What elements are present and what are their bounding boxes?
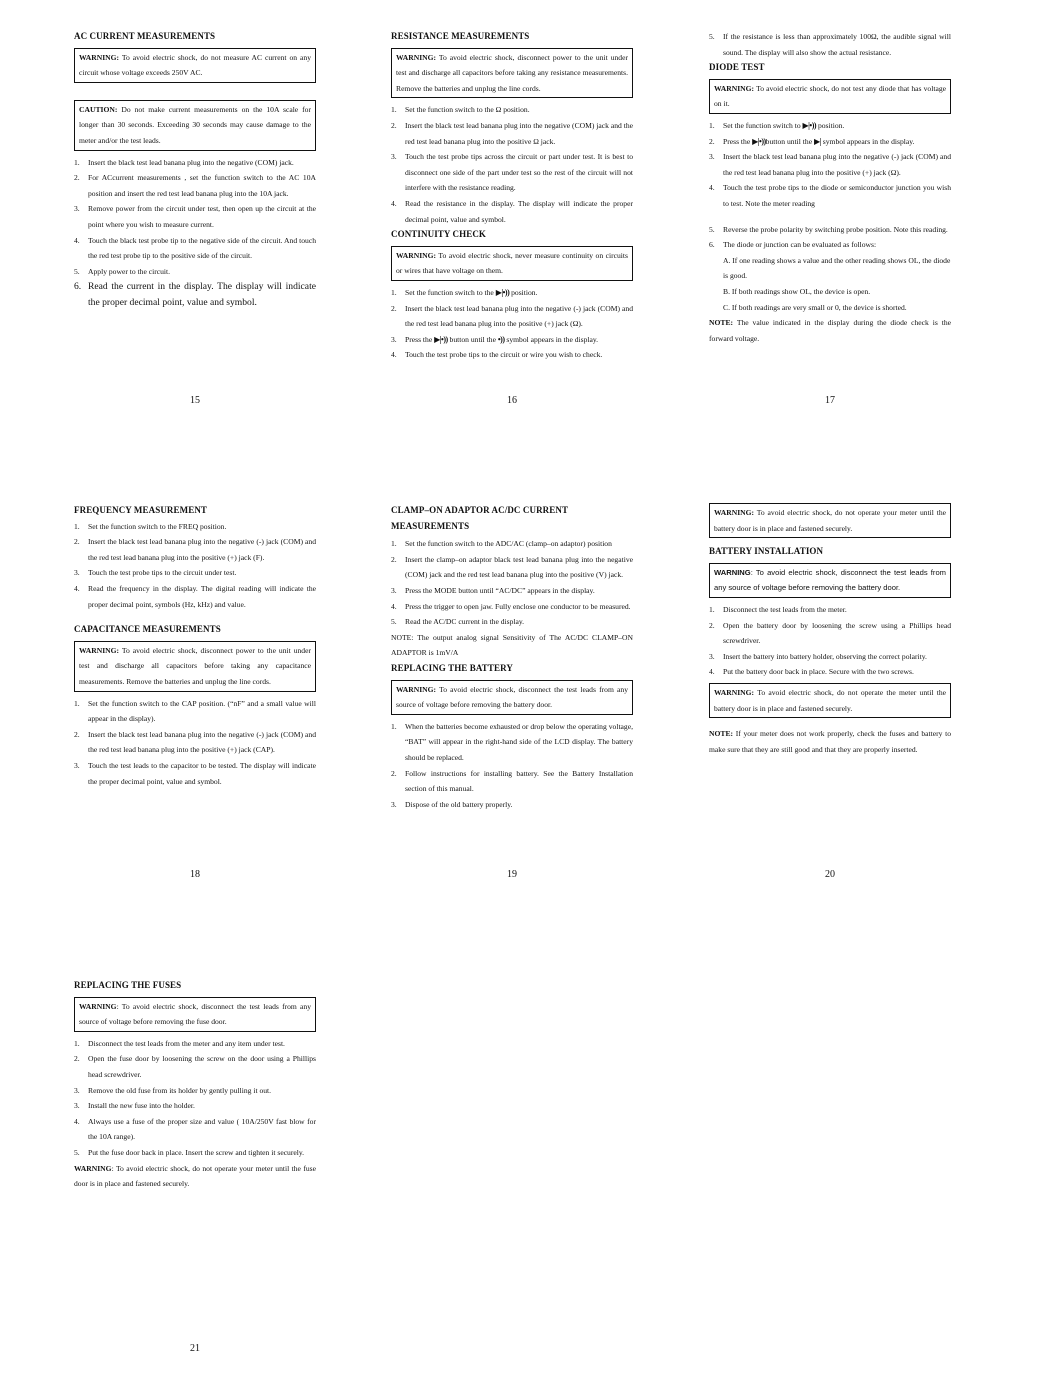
list-item: 4. Put the battery door back in place. Secure with the two screws. — [709, 667, 914, 677]
list-item: 3. Touch the test probe tips across the circuit or part under test. It is best to disconnect one side of the part under test so the rest of the circuit will not interfere with the resistance reading. — [391, 152, 633, 193]
caution-box — [74, 100, 316, 151]
step-list — [74, 519, 316, 613]
warning-text: To avoid electric shock, disconnect the test leads from any source of voltage before removing the battery door. — [396, 684, 628, 710]
list-item: 5. Put the fuse door back in place. Insert the screw and tighten it securely. — [74, 1147, 305, 1157]
list-item: 2. Insert the black test lead banana plug into the negative (-) jack (COM) and the red test lead banana plug into the positive (+) jack (CAP). — [74, 729, 316, 755]
section-title-ac-current: AC CURRENT MEASUREMENTS — [74, 31, 216, 41]
step-list — [709, 222, 951, 253]
page-number: 16 — [507, 395, 517, 406]
page-17 — [709, 29, 951, 346]
list-item: 2. Insert the black test lead banana plug into the negative (-) jack (COM) and the red test lead banana plug into the positive (+) jack (Ω). — [391, 303, 633, 329]
warning-box — [74, 48, 316, 83]
list-item: 2. Insert the black test lead banana plug into the negative (-) jack (COM) and the red test lead banana plug into the positive (+) jack (F). — [74, 537, 316, 562]
page-number: 21 — [190, 1343, 200, 1354]
list-item: 5. Reverse the probe polarity by switching probe position. Note this reading. — [709, 224, 948, 234]
warning-label: WARNING: — [396, 52, 437, 62]
caution-label: CAUTION: — [79, 104, 118, 114]
list-item: 6. Read the current in the display. The display will indicate the proper decimal point, value and symbol. — [74, 281, 316, 308]
step-list — [391, 536, 633, 630]
warning-note: WARNING: To avoid electric shock, do not operate your meter until the fuse door is in place and fastened securely. — [74, 1163, 316, 1189]
warning-text: To avoid electric shock, do not measure AC current on any circuit whose voltage exceeds 250V AC. — [79, 52, 311, 78]
list-item: 3. Insert the battery into battery holder, observing the correct polarity. — [709, 651, 927, 661]
warning-text: To avoid electric shock, disconnect power to the unit under test and discharge all capacitors before taking any capacitance measurements. Remove the batteries and unplug the line cords. — [79, 645, 311, 686]
warning-label: WARNING — [714, 567, 751, 577]
section-title-continuity: CONTINUITY CHECK — [391, 229, 487, 240]
list-item: 3. Touch the test probe tips to the circuit under test. — [74, 568, 237, 578]
list-item: B. If both readings show OL, the device is open. — [723, 286, 871, 296]
list-item: 4. Press the trigger to open jaw. Fully enclose one conductor to be measured. — [391, 601, 631, 611]
diode-icon: ▶| — [813, 136, 821, 146]
list-item: 2. Open the battery door by loosening the screw using a Phillips head screwdriver. — [709, 620, 951, 646]
list-item: 4. Always use a fuse of the proper size and value ( 10A/250V fast blow for the 10A range). — [74, 1116, 316, 1142]
list-item: 1. Set the function switch to the ADC/AC (clamp–on adaptor) position — [391, 539, 612, 549]
section-title-replacing-battery: REPLACING THE BATTERY — [391, 662, 513, 673]
page-number: 19 — [507, 869, 517, 880]
section-title-diode: DIODE TEST — [709, 62, 765, 73]
page-20 — [709, 503, 951, 757]
list-item: 1. Set the function switch to the FREQ position. — [74, 521, 227, 531]
page-number: 15 — [190, 395, 200, 406]
list-item: 1. Insert the black test lead banana plug into the negative (COM) jack. — [74, 157, 294, 167]
warning-box — [391, 48, 633, 99]
list-item: C. If both readings are very small or 0, the device is shorted. — [723, 302, 907, 312]
step-list — [391, 285, 633, 363]
list-item: 6. The diode or junction can be evaluated as follows: — [709, 240, 877, 250]
section-title-capacitance: CAPACITANCE MEASUREMENTS — [74, 624, 221, 635]
list-item: 2. Insert the clamp–on adaptor black test lead banana plug into the negative (COM) jack and the red test lead banana plug into the positive (V) jack. — [391, 554, 633, 580]
list-item: 3. Remove power from the circuit under test, then open up the circuit at the point where you wish to measure current. — [74, 204, 316, 229]
list-item: 2. Press the ▶|•))button until the ▶| symbol appears in the display. — [709, 136, 915, 146]
list-item: 1. Set the function switch to ▶|•)) position. — [709, 120, 845, 130]
list-item: 4. Touch the test probe tips to the diode or semiconductor junction you wish to test. Note the meter reading — [709, 183, 951, 208]
warning-label: WARNING: — [714, 508, 755, 517]
note: NOTE: If your meter does not work properly, check the fuses and battery to make sure that they are still good and that they are properly inserted. — [709, 729, 951, 754]
warning-label: WARNING — [79, 1001, 117, 1011]
section-title-clamp-on-2: MEASUREMENTS — [391, 520, 470, 531]
warning-box — [74, 997, 316, 1032]
list-item: 3. Press the MODE button until “AC/DC” appears in the display. — [391, 585, 595, 595]
step-list — [74, 155, 316, 311]
diode-buzzer-icon: ▶|•)) — [434, 334, 448, 344]
list-item: 2. Open the fuse door by loosening the screw on the door using a Phillips head screwdriver. — [74, 1054, 316, 1079]
list-item: 3. Install the new fuse into the holder. — [74, 1101, 195, 1111]
list-item: 1. Set the function switch to the Ω position. — [391, 105, 530, 115]
section-title-frequency: FREQUENCY MEASUREMENT — [74, 505, 208, 515]
warning-text: To avoid electric shock, do not test any diode that has voltage on it. — [714, 83, 946, 109]
warning-label: WARNING: — [396, 684, 437, 694]
list-item: 5. Read the AC/DC current in the display. — [391, 617, 525, 627]
diode-buzzer-icon: ▶|•)) — [495, 287, 510, 297]
list-item: 1. Disconnect the test leads from the meter and any item under test. — [74, 1038, 285, 1048]
buzzer-icon: •)) — [497, 334, 505, 344]
caution-text: Do not make current measurements on the 10A scale for longer than 30 seconds. Exceeding 30 seconds may cause damage to the meter and/or the test leads. — [79, 104, 311, 145]
page-15 — [74, 29, 316, 311]
note: NOTE: The value indicated in the display during the diode check is the forward voltage. — [709, 318, 951, 343]
step-list — [74, 1036, 316, 1161]
list-item: 3. Remove the old fuse from its holder by gently pulling it out. — [74, 1085, 272, 1095]
list-item: 2. Insert the black test lead banana plug into the negative (COM) jack and the red test lead banana plug into the positive Ω jack. — [391, 120, 633, 146]
warning-label: WARNING: — [714, 83, 755, 93]
list-item: 3. Press the ▶|•)) button until the •)) symbol appears in the display. — [391, 334, 599, 344]
list-item: 1. When the batteries become exhausted or drop below the operating voltage, “BAT” will appear in the right-hand side of the LCD display. The battery should be replaced. — [391, 721, 633, 762]
warning-text: To avoid electric shock, do not operate your meter until the battery door is in place and fastened securely. — [714, 508, 946, 533]
warning-label: WARNING: — [714, 687, 755, 697]
diode-buzzer-icon: ▶|•)) — [752, 136, 766, 146]
list-item: 2. Follow instructions for installing battery. See the Battery Installation section of this manual. — [391, 768, 633, 794]
warning-box — [391, 680, 633, 715]
page-number: 17 — [825, 395, 835, 406]
warning-box — [74, 641, 316, 692]
list-item: 5. Apply power to the circuit. — [74, 266, 171, 276]
step-list — [391, 102, 633, 227]
warning-box — [391, 246, 633, 281]
page-number: 18 — [190, 869, 200, 880]
step-list — [709, 29, 951, 60]
warning-text: : To avoid electric shock, disconnect the test leads from any source of voltage before removing the fuse door. — [79, 1001, 311, 1027]
warning-text: To avoid electric shock, disconnect power to the unit under test and discharge all capacitors before taking any resistance measurements. Remove the batteries and unplug the line cords. — [396, 52, 628, 93]
page-18 — [74, 503, 316, 789]
list-item: 4. Touch the black test probe tip to the negative side of the circuit. And touch the red test probe tip to the positive side of the circuit. — [74, 235, 316, 261]
warning-box — [709, 563, 951, 598]
section-title-resistance: RESISTANCE MEASUREMENTS — [391, 31, 530, 41]
warning-box — [709, 503, 951, 538]
step-list — [74, 696, 316, 790]
section-title-battery-installation: BATTERY INSTALLATION — [709, 546, 824, 557]
list-item: A. If one reading shows a value and the other reading shows OL, the diode is good. — [723, 255, 951, 281]
list-item: 4. Touch the test probe tips to the circuit or wire you wish to check. — [391, 350, 603, 360]
warning-box — [709, 683, 951, 718]
warning-label: WARNING: — [79, 52, 120, 62]
list-item: 2. For ACcurrent measurements , set the function switch to the AC 10A position and insert the red test lead banana plug into the 10A jack. — [74, 173, 316, 198]
list-item: 3. Dispose of the old battery properly. — [391, 799, 513, 809]
warning-text: To avoid electric shock, never measure continuity on circuits or wires that have voltage on them. — [396, 250, 628, 276]
note: NOTE: The output analog signal Sensitivity of The AC/DC CLAMP–ON ADAPTOR is 1mV/A — [391, 632, 633, 658]
step-list — [391, 719, 633, 813]
page-16 — [391, 29, 633, 363]
warning-text: : To avoid electric shock, disconnect the test leads from any source of voltage before removing the battery door. — [714, 567, 946, 593]
list-item: 1. Set the function switch to the CAP position. (“nF” and a small value will appear in the display). — [74, 698, 316, 724]
warning-label: WARNING: — [79, 645, 120, 655]
warning-text: To avoid electric shock, do not operate the meter until the battery door is in place and fastened securely. — [714, 687, 946, 713]
step-list — [709, 602, 951, 680]
list-item: 1. Disconnect the test leads from the meter. — [709, 604, 847, 614]
page-19 — [391, 503, 633, 812]
warning-label: WARNING: — [396, 250, 437, 260]
page-number: 20 — [825, 869, 835, 880]
diode-buzzer-icon: ▶|•)) — [802, 120, 817, 130]
section-title-clamp-on: CLAMP–ON ADAPTOR AC/DC CURRENT — [391, 505, 569, 515]
list-item: 3. Insert the black test lead banana plug into the negative (-) jack (COM) and the red test lead banana plug into the positive (+) jack (Ω). — [709, 152, 951, 177]
list-item: 5. If the resistance is less than approximately 100Ω, the audible signal will sound. The display will also show the actual resistance. — [709, 32, 951, 57]
list-item: 1. Set the function switch to the ▶|•)) position. — [391, 287, 538, 297]
evaluation-list — [709, 253, 951, 315]
step-list — [709, 118, 951, 212]
page-21 — [74, 978, 316, 1192]
list-item: 4. Read the frequency in the display. The digital reading will indicate the proper decimal point, symbols (Hz, kHz) and value. — [74, 583, 316, 609]
list-item: 3. Touch the test leads to the capacitor to be tested. The display will indicate the proper decimal point, value and symbol. — [74, 760, 316, 786]
section-title-replacing-fuses: REPLACING THE FUSES — [74, 980, 182, 990]
list-item: 4. Read the resistance in the display. The display will indicate the proper decimal point, value and symbol. — [391, 198, 633, 224]
warning-box — [709, 79, 951, 114]
